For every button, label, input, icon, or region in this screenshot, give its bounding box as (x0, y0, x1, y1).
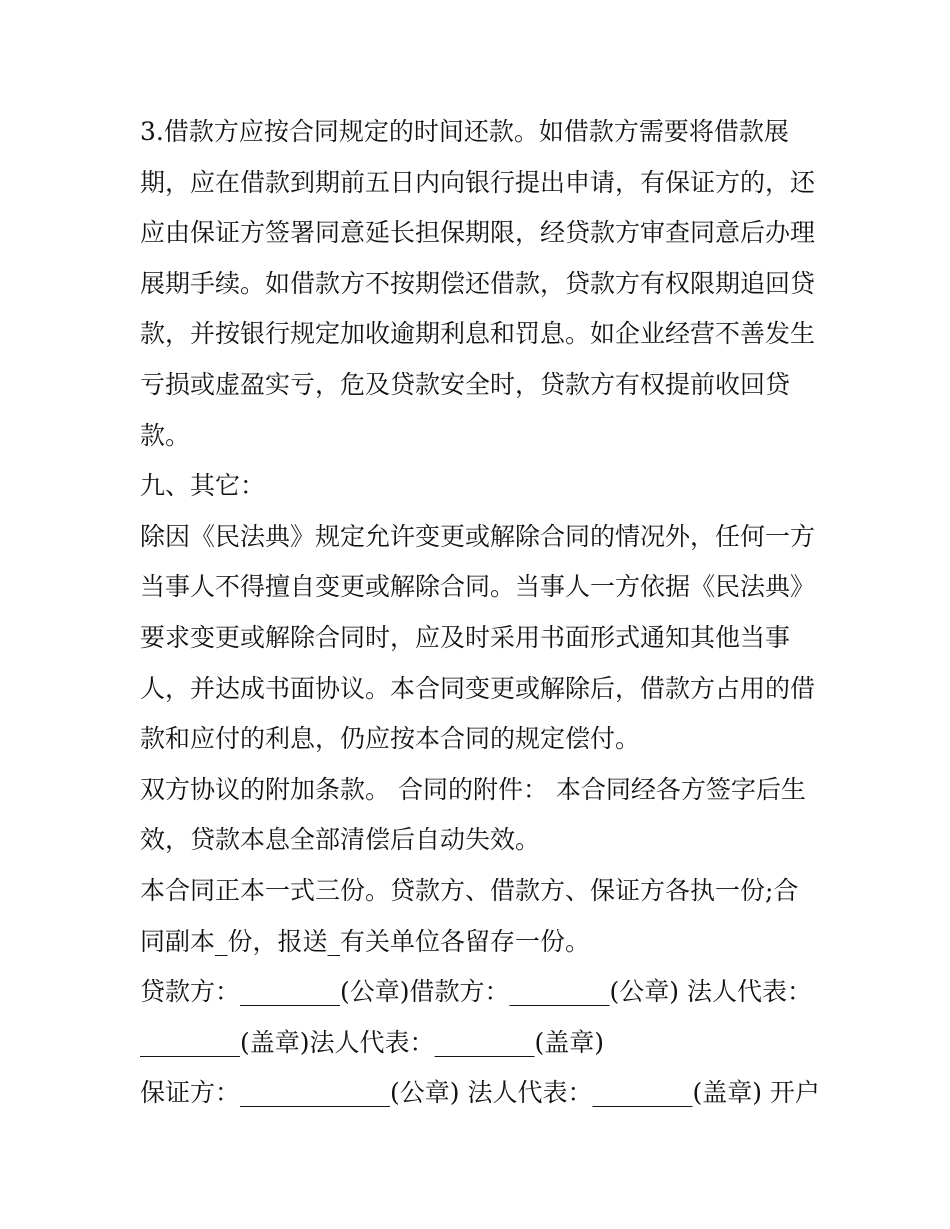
copies-paragraph (140, 866, 820, 967)
text-line: 人，并达成书面协议。本合同变更或解除后，借款方占用的借 (140, 673, 816, 703)
signature-line: 保证方：____________(公章) 法人代表：________(盖章) 开户 (140, 1078, 820, 1108)
text-line: 款。 (140, 420, 191, 450)
text-line: 款，并按银行规定加收逾期利息和罚息。如企业经营不善发生 (140, 319, 816, 349)
signature-line: 贷款方：________(公章)借款方：________(公章) 法人代表： (140, 977, 812, 1007)
guarantor-signature-paragraph (140, 1068, 820, 1119)
text-line: 除因《民法典》规定允许变更或解除合同的情况外，任何一方 (140, 521, 816, 551)
text-line: 同副本_份，报送_有关单位各留存一份。 (140, 926, 591, 956)
text-line: 双方协议的附加条款。 合同的附件： 本合同经各方签字后生 (140, 774, 806, 804)
section-heading-text: 九、其它： (140, 471, 266, 501)
text-line: 效，贷款本息全部清偿后自动失效。 (140, 825, 541, 855)
text-line: 3.借款方应按合同规定的时间还款。如借款方需要将借款展 (140, 117, 789, 146)
text-line: 展期手续。如借款方不按期偿还借款，贷款方有权限期追回贷 (140, 268, 816, 298)
clause-3-repayment-paragraph (140, 107, 820, 461)
additional-terms-paragraph (140, 765, 820, 866)
contract-change-paragraph (140, 512, 820, 765)
text-line: 亏损或虚盈实亏，危及贷款安全时，贷款方有权提前收回贷 (140, 369, 791, 399)
text-line: 要求变更或解除合同时，应及时采用书面形式通知其他当事 (140, 622, 791, 652)
text-line: 款和应付的利息，仍应按本合同的规定偿付。 (140, 724, 641, 754)
text-line: 本合同正本一式三份。贷款方、借款方、保证方各执一份;合 (140, 875, 799, 905)
text-line: 期，应在借款到期前五日内向银行提出申请，有保证方的，还 (140, 167, 816, 197)
text-line: 当事人不得擅自变更或解除合同。当事人一方依据《民法典》 (140, 572, 816, 602)
signature-line: ________(盖章)法人代表：________(盖章) (140, 1027, 605, 1057)
document-body (140, 107, 820, 1119)
text-line: 应由保证方签署同意延长担保期限，经贷款方审查同意后办理 (140, 218, 816, 248)
section-9-heading (140, 461, 820, 512)
signature-parties-paragraph (140, 967, 820, 1068)
